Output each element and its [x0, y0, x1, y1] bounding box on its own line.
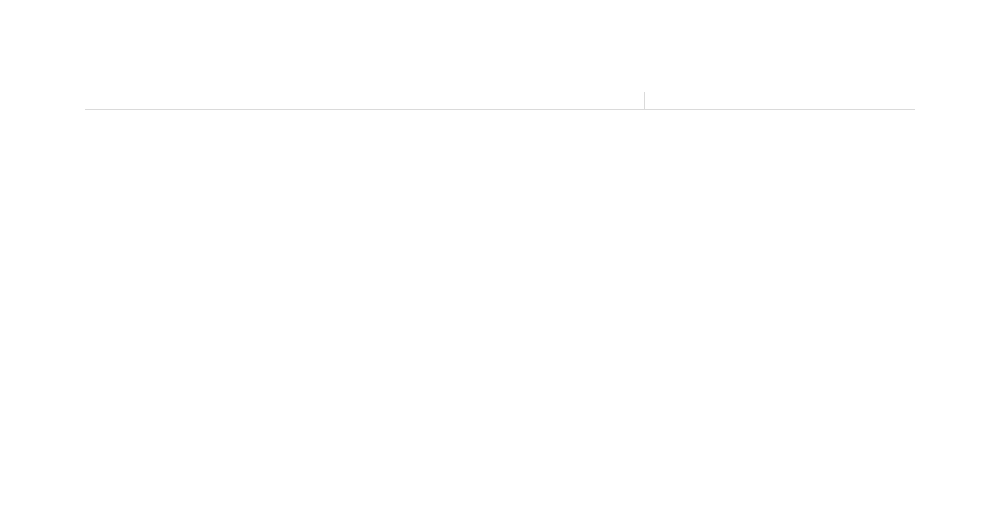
info-row: [85, 92, 915, 110]
donate-cell: [645, 92, 915, 110]
disclaimer-note[interactable]: [85, 92, 645, 110]
